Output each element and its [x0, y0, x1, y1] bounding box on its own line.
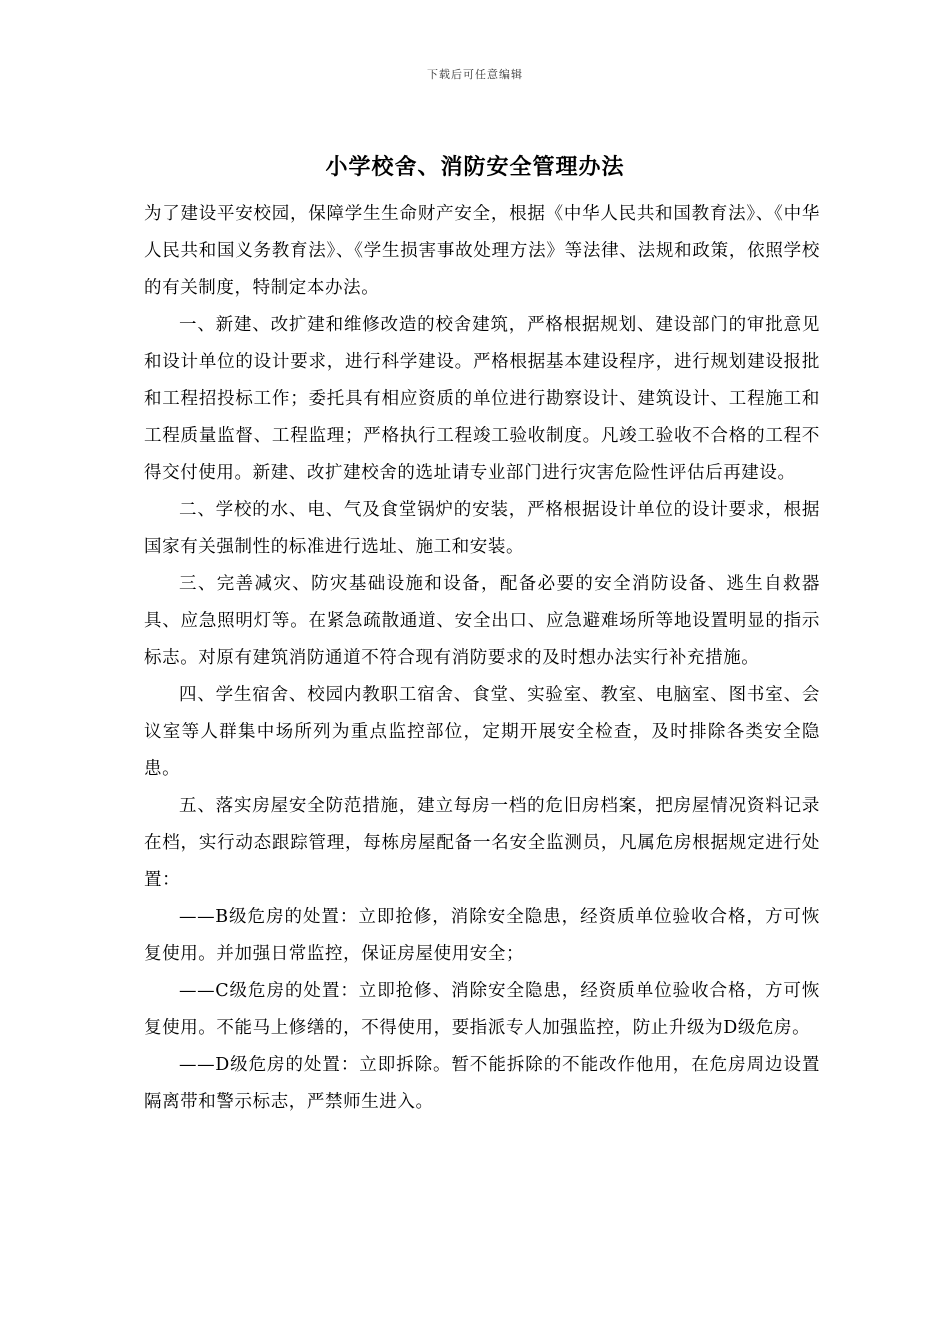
clause-1-paragraph: 一、新建、改扩建和维修改造的校舍建筑，严格根据规划、建设部门的审批意见和设计单位的设计要求，进行科学建设。严格根据基本建设程序，进行规划建设报批和工程招投标工作；委托具有相应资质的单位进行勘察设计、建筑设计、工程施工和工程质量监督、工程监理；严格执行工程竣工验收制度。凡竣工验收不合格的工程不得交付使用。新建、改扩建校舍的选址请专业部门进行灾害危险性评估后再建设。	[144, 315, 820, 483]
clause-5-paragraph: 五、落实房屋安全防范措施，建立每房一档的危旧房档案，把房屋情况资料记录在档，实行动态跟踪管理，每栋房屋配备一名安全监测员，凡属危房根据规定进行处置：	[144, 796, 820, 890]
grade-d-paragraph: ——D级危房的处置：立即拆除。暂不能拆除的不能改作他用，在危房周边设置隔离带和警示标志，严禁师生进入。	[144, 1055, 820, 1112]
document-title: 小学校舍、消防安全管理办法	[325, 154, 625, 180]
clause-4-paragraph: 四、学生宿舍、校园内教职工宿舍、食堂、实验室、教室、电脑室、图书室、会议室等人群集中场所列为重点监控部位，定期开展安全检查，及时排除各类安全隐患。	[144, 685, 820, 779]
header-note: 下载后可任意编辑	[427, 68, 523, 81]
document-body	[144, 196, 820, 1121]
grade-c-paragraph: ——C级危房的处置：立即抢修、消除安全隐患，经资质单位验收合格，方可恢复使用。不能马上修缮的，不得使用，要指派专人加强监控，防止升级为D级危房。	[144, 981, 820, 1038]
intro-paragraph: 为了建设平安校园，保障学生生命财产安全，根据《中华人民共和国教育法》、《中华人民共和国义务教育法》、《学生损害事故处理方法》等法律、法规和政策，依照学校的有关制度，特制定本办法。	[144, 204, 820, 298]
clause-3-paragraph: 三、完善减灾、防灾基础设施和设备，配备必要的安全消防设备、逃生自救器具、应急照明灯等。在紧急疏散通道、安全出口、应急避难场所等地设置明显的指示标志。对原有建筑消防通道不符合现有消防要求的及时想办法实行补充措施。	[144, 574, 820, 668]
grade-b-paragraph: ——B级危房的处置：立即抢修，消除安全隐患，经资质单位验收合格，方可恢复使用。并加强日常监控，保证房屋使用安全；	[144, 907, 820, 964]
clause-2-paragraph: 二、学校的水、电、气及食堂锅炉的安装，严格根据设计单位的设计要求，根据国家有关强制性的标准进行选址、施工和安装。	[144, 500, 820, 557]
